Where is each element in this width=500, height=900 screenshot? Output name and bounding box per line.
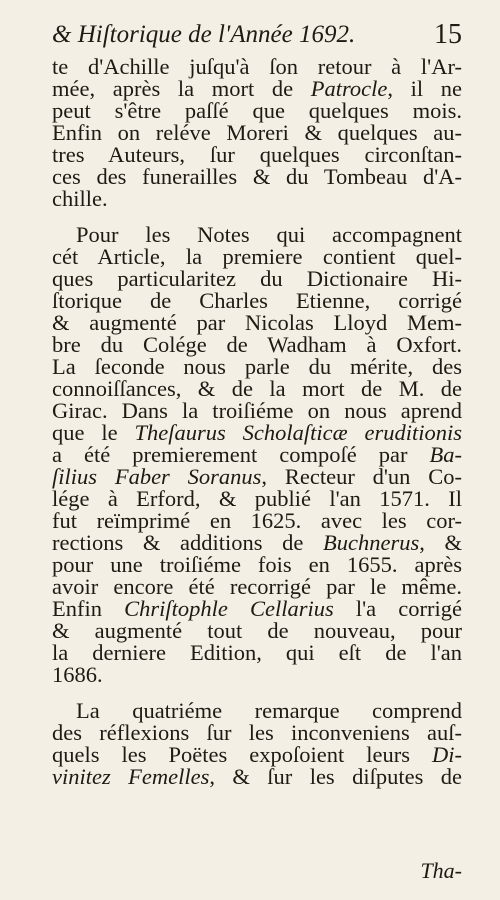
catchword: Tha-: [420, 858, 462, 883]
text-line: vinitez Femelles, & ſur les diſputes de: [52, 764, 462, 789]
text-line: fut reïmprimé en 1625. avec les cor-: [52, 508, 462, 533]
text-line: bre du Colége de Wadham à Oxfort.: [52, 332, 462, 357]
text-line: La ſeconde nous parle du mérite, des: [52, 354, 462, 379]
running-head: [52, 20, 462, 50]
text-line: ſtorique de Charles Etienne, corrigé: [52, 288, 462, 313]
text-line: mée, après la mort de Patrocle, il ne: [52, 76, 462, 101]
text-line: des réflexions ſur les inconveniens auſ-: [52, 720, 462, 745]
text-line: rections & additions de Buchnerus, &: [52, 530, 462, 555]
text-line: La quatriéme remarque comprend: [76, 698, 462, 723]
paragraph: [52, 224, 462, 686]
text-line: la derniere Edition, qui eſt de l'an: [52, 640, 462, 665]
text-line: cét Article, la premiere contient quel-: [52, 244, 462, 269]
text-line: ces des funerailles & du Tombeau d'A-: [52, 164, 462, 189]
text-line: pour une troiſiéme fois en 1655. après: [52, 552, 462, 577]
text-line: lége à Erford, & publié l'an 1571. Il: [52, 486, 462, 511]
paragraph: [52, 700, 462, 788]
text-line: Girac. Dans la troiſiéme on nous aprend: [52, 398, 462, 423]
text-line: que le Theſaurus Scholaſticæ eruditionis: [52, 420, 462, 445]
running-head-title: & Hiſtorique de l'Année 1692.: [52, 21, 356, 48]
paragraph: [52, 56, 462, 210]
text-line: a été premierement compoſé par Ba-: [52, 442, 462, 467]
text-line: & augmenté tout de nouveau, pour: [52, 618, 462, 643]
text-line: Pour les Notes qui accompagnent: [76, 222, 462, 247]
text-line: te d'Achille juſqu'à ſon retour à l'Ar-: [52, 54, 462, 79]
text-line: & augmenté par Nicolas Lloyd Mem-: [52, 310, 462, 335]
page-number: 15: [434, 19, 462, 50]
text-line: chille.: [52, 186, 108, 211]
text-line: tres Auteurs, ſur quelques circonſtan-: [52, 142, 462, 167]
text-line: quels les Poëtes expoſoient leurs Di-: [52, 742, 462, 767]
text-line: ſilius Faber Soranus, Recteur d'un Co-: [52, 464, 463, 489]
text-line: peut s'être paſſé que quelques mois.: [52, 98, 462, 123]
text-line: Enfin on reléve Moreri & quelques au-: [52, 120, 462, 145]
text-line: ques particularitez du Dictionaire Hi-: [52, 266, 462, 291]
text-line: 1686.: [52, 662, 103, 687]
text-line: avoir encore été recorrigé par le même.: [52, 574, 462, 599]
text-line: Enfin Chriſtophle Cellarius l'a corrigé: [52, 596, 462, 621]
text-line: connoiſſances, & de la mort de M. de: [52, 376, 462, 401]
body-text: [52, 56, 462, 788]
